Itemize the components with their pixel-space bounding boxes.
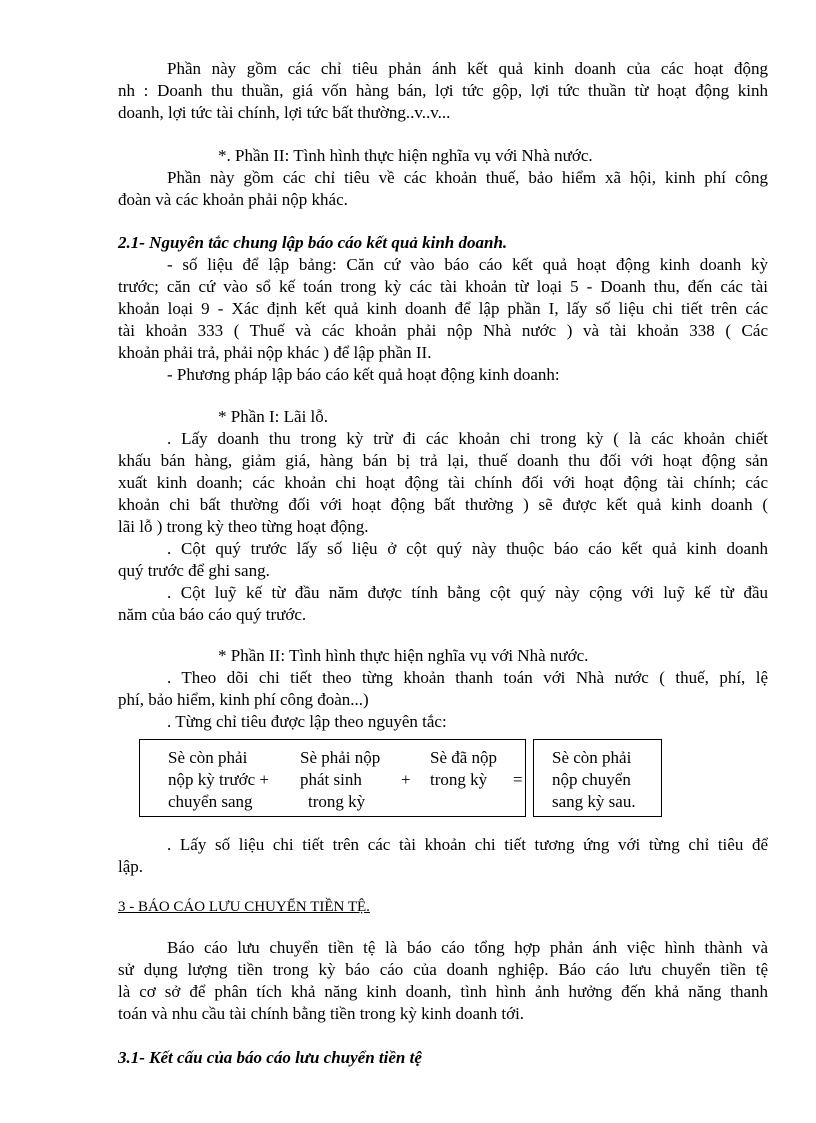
- section-2-1-line: khoản phải trả, phải nộp khác ) để lập phần II.: [118, 343, 432, 362]
- section-3-line: Báo cáo lưu chuyển tiền tệ là báo cáo tổng hợp phản ánh việc hình thành và: [167, 938, 768, 957]
- formula-col2-line: Sè phải nộp: [300, 748, 381, 767]
- formula-col1-line: nộp kỳ trước +: [168, 770, 269, 789]
- formula-col3-line: Sè đã nộp: [430, 748, 498, 767]
- part1-line: xuất kinh doanh; các khoản chi hoạt động tài chính đối với hoạt động tài chính; các: [118, 473, 768, 492]
- part2-line: . Theo dõi chi tiết theo từng khoản thanh toán với Nhà nước ( thuế, phí, lệ: [167, 668, 768, 687]
- section-3-1-heading: 3.1- Kết cấu của báo cáo lưu chuyển tiền tệ: [118, 1048, 422, 1067]
- part1-line: năm của báo cáo quý trước.: [118, 605, 307, 624]
- section-3-line: toán và nhu cầu tài chính bằng tiền trong kỳ kinh doanh tới.: [118, 1004, 525, 1023]
- section-3-line: là cơ sở để phân tích khả năng kinh doanh, tình hình ảnh hưởng đến khả năng thanh: [118, 982, 768, 1001]
- section-2-1-line: - số liệu để lập bảng: Căn cứ vào báo cáo kết quả hoạt động kinh doanh kỳ: [167, 255, 768, 274]
- formula-col3-line: trong kỳ: [430, 770, 488, 789]
- formula-equals-sign: =: [513, 770, 523, 789]
- section-2-1-line: tài khoản 333 ( Thuế và các khoản phải nộp Nhà nước ) và tài khoản 338 ( Các: [118, 321, 768, 340]
- formula-plus-sign: +: [401, 770, 411, 789]
- part2-heading: * Phần II: Tình hình thực hiện nghĩa vụ với Nhà nước.: [218, 646, 589, 665]
- part1-line: . Cột luỹ kế từ đầu năm được tính bằng cột quý này cộng với luỹ kế từ đầu: [167, 583, 768, 602]
- part1-line: quý trước để ghi sang.: [118, 561, 270, 580]
- after-formula-line-2: lập.: [118, 857, 144, 876]
- part1-line: . Cột quý trước lấy số liệu ở cột quý này thuộc báo cáo kết quả kinh doanh: [167, 539, 768, 558]
- section-2-1-line: trước; căn cứ vào sổ kế toán trong kỳ các tài khoản từ loại 5 - Doanh thu, đến các tài: [118, 277, 768, 296]
- part2-intro-line-2: đoàn và các khoản phải nộp khác.: [118, 190, 348, 209]
- part1-line: lãi lỗ ) trong kỳ theo từng hoạt động.: [118, 517, 369, 536]
- formula-col1-line: chuyển sang: [168, 792, 253, 811]
- formula-result-line: nộp chuyển: [552, 770, 631, 789]
- section-2-1-line: khoản loại 9 - Xác định kết quả kinh doanh để lập phần I, lấy số liệu chi tiết trên các: [118, 299, 768, 318]
- after-formula-line-1: . Lấy số liệu chi tiết trên các tài khoản chi tiết tương ứng với từng chỉ tiêu để: [167, 835, 768, 854]
- intro-line-3: doanh, lợi tức tài chính, lợi tức bất thường..v..v...: [118, 103, 451, 122]
- formula-result-line: sang kỳ sau.: [552, 792, 636, 811]
- part2-line: . Từng chỉ tiêu được lập theo nguyên tắc:: [167, 712, 447, 731]
- intro-line-1: Phần này gồm các chỉ tiêu phản ánh kết quả kinh doanh của các hoạt động: [167, 59, 768, 78]
- part2-line: phí, bảo hiểm, kinh phí công đoàn...): [118, 690, 369, 709]
- formula-col2-line: trong kỳ: [308, 792, 366, 811]
- part1-line: khoản chi bất thường đối với hoạt động bất thường ) sẽ được kết quả kinh doanh (: [118, 495, 768, 514]
- section-3-line: sử dụng lượng tiền trong kỳ báo cáo của doanh nghiệp. Báo cáo lưu chuyển tiền tệ: [118, 960, 768, 979]
- part2-intro-heading: *. Phần II: Tình hình thực hiện nghĩa vụ với Nhà nước.: [218, 146, 593, 165]
- part1-line: . Lấy doanh thu trong kỳ trừ đi các khoản chi trong kỳ ( là các khoản chiết: [167, 429, 768, 448]
- part2-intro-line-1: Phần này gồm các chỉ tiêu về các khoản thuế, bảo hiểm xã hội, kinh phí công: [167, 168, 768, 187]
- part1-heading: * Phần I: Lãi lỗ.: [218, 407, 329, 426]
- section-2-1-line: - Phương pháp lập báo cáo kết quả hoạt động kinh doanh:: [167, 365, 560, 384]
- formula-col2-line: phát sinh: [300, 770, 362, 789]
- section-2-1-heading: 2.1- Nguyên tắc chung lập báo cáo kết quả kinh doanh.: [118, 233, 508, 252]
- formula-result-line: Sè còn phải: [552, 748, 632, 767]
- formula-col1-line: Sè còn phải: [168, 748, 248, 767]
- section-3-heading: 3 - BÁO CÁO LƯU CHUYỂN TIỀN TỆ.: [118, 899, 370, 915]
- intro-line-2: nh : Doanh thu thuần, giá vốn hàng bán, lợi tức gộp, lợi tức thuần từ hoạt động kinh: [118, 81, 768, 100]
- part1-line: khấu bán hàng, giảm giá, hàng bán bị trả lại, thuế doanh thu đối với hoạt động sản: [118, 451, 768, 470]
